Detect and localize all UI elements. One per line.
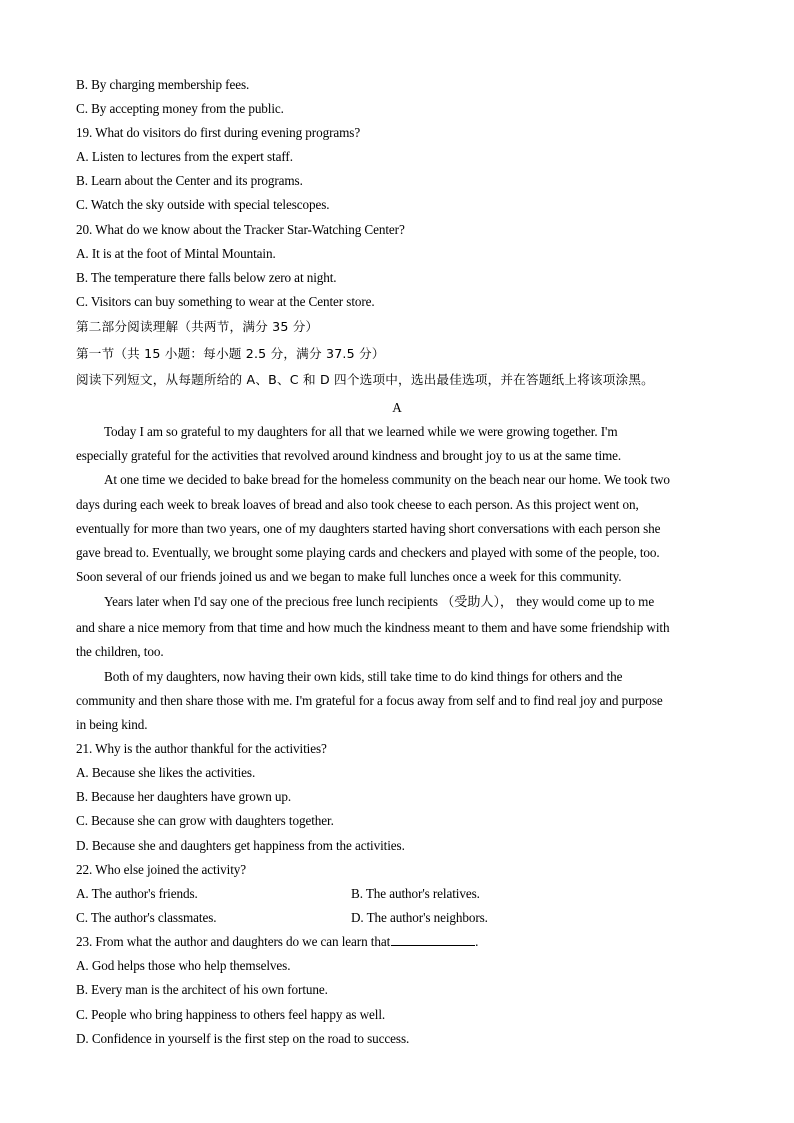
passage-line: and share a nice memory from that time and how much the kindness meant to them and have some friendship with — [76, 620, 670, 635]
q23-stem — [76, 933, 478, 951]
q23-option-b: B. Every man is the architect of his own fortune. — [76, 982, 328, 997]
q19-option-b: B. Learn about the Center and its programs. — [76, 173, 303, 188]
answer-blank — [391, 933, 475, 946]
q21-option-c: C. Because she can grow with daughters together. — [76, 813, 334, 828]
q18-option-c: C. By accepting money from the public. — [76, 101, 284, 116]
q21-option-a: A. Because she likes the activities. — [76, 765, 256, 780]
q19-option-a: A. Listen to lectures from the expert staff. — [76, 149, 293, 164]
q18-option-b: B. By charging membership fees. — [76, 77, 250, 92]
passage-line: Years later when I'd say one of the precious free lunch recipients （受助人）， they would come up to me — [104, 594, 655, 609]
q22-option-b: B. The author's relatives. — [351, 886, 480, 901]
q19-option-c: C. Watch the sky outside with special telescopes. — [76, 197, 330, 212]
q20-option-c: C. Visitors can buy something to wear at the Center store. — [76, 294, 375, 309]
passage-line: Soon several of our friends joined us and we began to make full lunches once a week for this community. — [76, 569, 622, 584]
passage-line: days during each week to break loaves of bread and also took cheese to each person. As this project went on, — [76, 497, 639, 512]
q22-option-a: A. The author's friends. — [76, 886, 198, 901]
q22-option-d: D. The author's neighbors. — [351, 910, 488, 925]
passage-line: eventually for more than two years, one of my daughters started having short conversations with each person she — [76, 521, 661, 536]
part-title: 第二部分阅读理解（共两节，满分 35 分） — [76, 319, 319, 334]
q23-stem-end: . — [475, 934, 479, 949]
q19-stem: 19. What do visitors do first during evening programs? — [76, 125, 361, 140]
q21-stem: 21. Why is the author thankful for the activities? — [76, 741, 327, 756]
passage-line: At one time we decided to bake bread for the homeless community on the beach near our home. We took two — [104, 472, 670, 487]
passage-line: gave bread to. Eventually, we brought some playing cards and checkers and played with some of the people, too. — [76, 545, 660, 560]
q22-option-c: C. The author's classmates. — [76, 910, 217, 925]
q23-option-d: D. Confidence in yourself is the first step on the road to success. — [76, 1031, 410, 1046]
passage-line: in being kind. — [76, 717, 148, 732]
q20-stem: 20. What do we know about the Tracker Star-Watching Center? — [76, 222, 405, 237]
section-title: 第一节（共 15 小题：每小题 2.5 分，满分 37.5 分） — [76, 346, 385, 361]
q21-option-d: D. Because she and daughters get happiness from the activities. — [76, 838, 405, 853]
q23-option-a: A. God helps those who help themselves. — [76, 958, 291, 973]
q21-option-b: B. Because her daughters have grown up. — [76, 789, 292, 804]
passage-line: community and then share those with me. I'm grateful for a focus away from self and to find real joy and purpose — [76, 693, 663, 708]
passage-line: Both of my daughters, now having their own kids, still take time to do kind things for others and the — [104, 669, 623, 684]
passage-line: especially grateful for the activities that revolved around kindness and brought joy to us at the same time. — [76, 448, 622, 463]
passage-line: the children, too. — [76, 644, 164, 659]
q23-stem-text: 23. From what the author and daughters do we can learn that — [76, 934, 391, 949]
q20-option-a: A. It is at the foot of Mintal Mountain. — [76, 246, 276, 261]
q22-stem: 22. Who else joined the activity? — [76, 862, 247, 877]
q20-option-b: B. The temperature there falls below zero at night. — [76, 270, 337, 285]
passage-label: A — [392, 400, 402, 415]
q23-option-c: C. People who bring happiness to others feel happy as well. — [76, 1007, 386, 1022]
instruction: 阅读下列短文，从每题所给的 A、B、C 和 D 四个选项中，选出最佳选项，并在答题纸上将该项涂黑。 — [76, 372, 654, 387]
passage-line: Today I am so grateful to my daughters for all that we learned while we were growing together. I'm — [104, 424, 618, 439]
